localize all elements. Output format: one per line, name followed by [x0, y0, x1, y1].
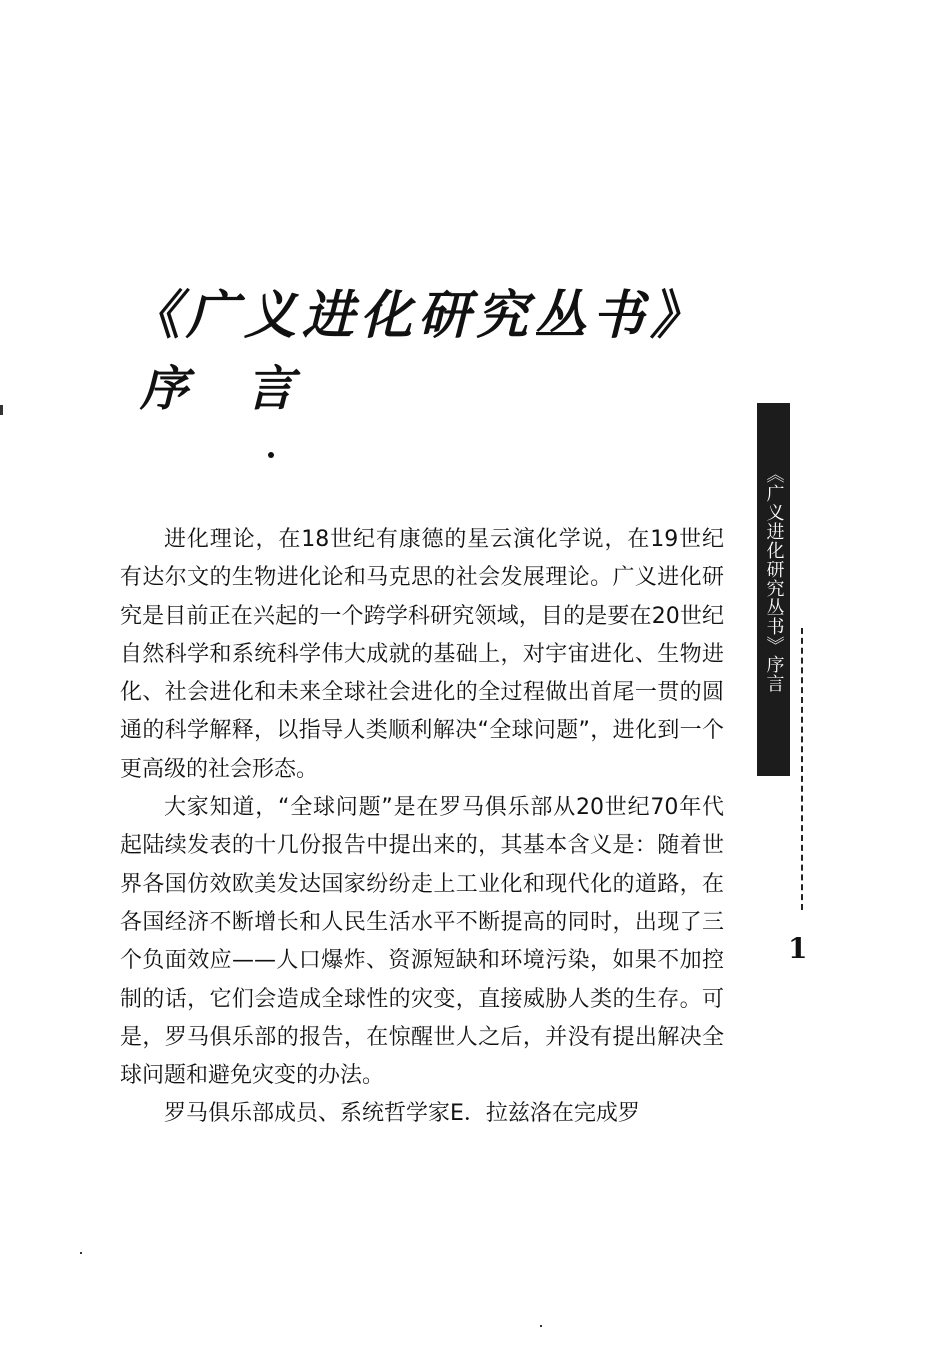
paragraph: 进化理论，在18世纪有康德的星云演化学说，在19世纪有达尔文的生物进化论和马克思的社会发展理论。广义进化研究是目前正在兴起的一个跨学科研究领域，目的是要在20世纪自然科学和系统科学伟大成就的基础上，对宇宙进化、生物进化、社会进化和未来全球社会进化的全过程做出首尾一贯的圆通的科学解释，以指导人类顺利解决“全球问题”，进化到一个更高级的社会形态。: [120, 527, 724, 782]
preface-heading: 序言: [140, 361, 353, 417]
paragraph: 罗马俱乐部成员、系统哲学家E．拉兹洛在完成罗: [164, 1101, 640, 1127]
margin-dashed-line: [801, 628, 803, 910]
scan-speck: [80, 1252, 82, 1254]
scan-speck: [540, 1325, 542, 1327]
chapter-side-tab: [757, 403, 790, 776]
ornament-dot: [268, 452, 274, 458]
scan-speck: [0, 405, 3, 415]
paragraph: 大家知道，“全球问题”是在罗马俱乐部从20世纪70年代起陆续发表的十几份报告中提出来的，其基本含义是：随着世界各国仿效欧美发达国家纷纷走上工业化和现代化的道路，在各国经济不断增长和人民生活水平不断提高的同时，出现了三个负面效应——人口爆炸、资源短缺和环境污染，如果不加控制的话，它们会造成全球性的灾变，直接威胁人类的生存。可是，罗马俱乐部的报告，在惊醒世人之后，并没有提出解决全球问题和避免灾变的办法。: [120, 795, 724, 1089]
page-number: 1: [788, 932, 808, 965]
book-series-title: 《广义进化研究丛书》: [128, 285, 709, 346]
preface-body: [120, 521, 724, 1134]
side-tab-label: 《广义进化研究丛书》序言: [763, 465, 785, 693]
